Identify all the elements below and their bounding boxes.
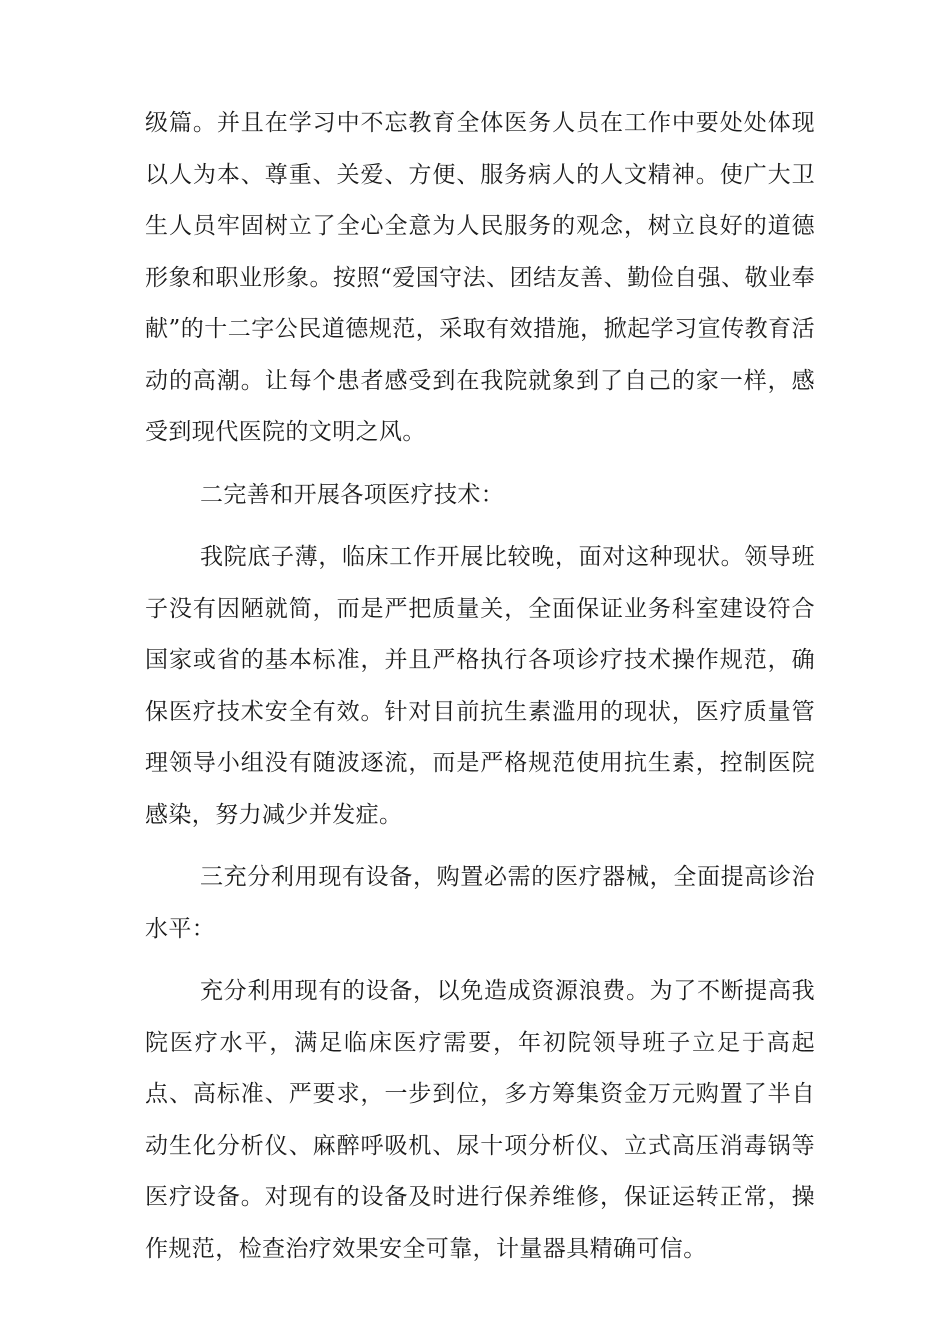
paragraph-medical-technology: 我院底子薄，临床工作开展比较晚，面对这种现状。领导班子没有因陋就简，而是严把质量关，全面保证业务科室建设符合国家或省的基本标准，并且严格执行各项诊疗技术操作规范，确保医疗技术安全有效。针对目前抗生素滥用的现状，医疗质量管理领导小组没有随波逐流，而是严格规范使用抗生素，控制医院感染，努力减少并发症。 [145, 544, 815, 828]
paragraph-equipment: 充分利用现有的设备，以免造成资源浪费。为了不断提高我院医疗水平，满足临床医疗需要，年初院领导班子立足于高起点、高标准、严要求，一步到位，多方筹集资金万元购置了半自动生化分析仪、麻醉呼吸机、尿十项分析仪、立式高压消毒锅等医疗设备。对现有的设备及时进行保养维修，保证运转正常，操作规范，检查治疗效果安全可靠，计量器具精确可信。 [145, 978, 815, 1262]
section-heading-equipment: 三充分利用现有设备，购置必需的医疗器械，全面提高诊治水平： [145, 864, 815, 942]
section-heading-medical-technology: 二完善和开展各项医疗技术： [200, 481, 505, 508]
document-body [145, 98, 815, 1286]
paragraph-continuation: 级篇。并且在学习中不忘教育全体医务人员在工作中要处处体现以人为本、尊重、关爱、方便、服务病人的人文精神。使广大卫生人员牢固树立了全心全意为人民服务的观念，树立良好的道德形象和职业形象。按照“爱国守法、团结友善、勤俭自强、敬业奉献”的十二字公民道德规范，采取有效措施，掀起学习宣传教育活动的高潮。让每个患者感受到在我院就象到了自己的家一样，感受到现代医院的文明之风。 [145, 110, 815, 445]
